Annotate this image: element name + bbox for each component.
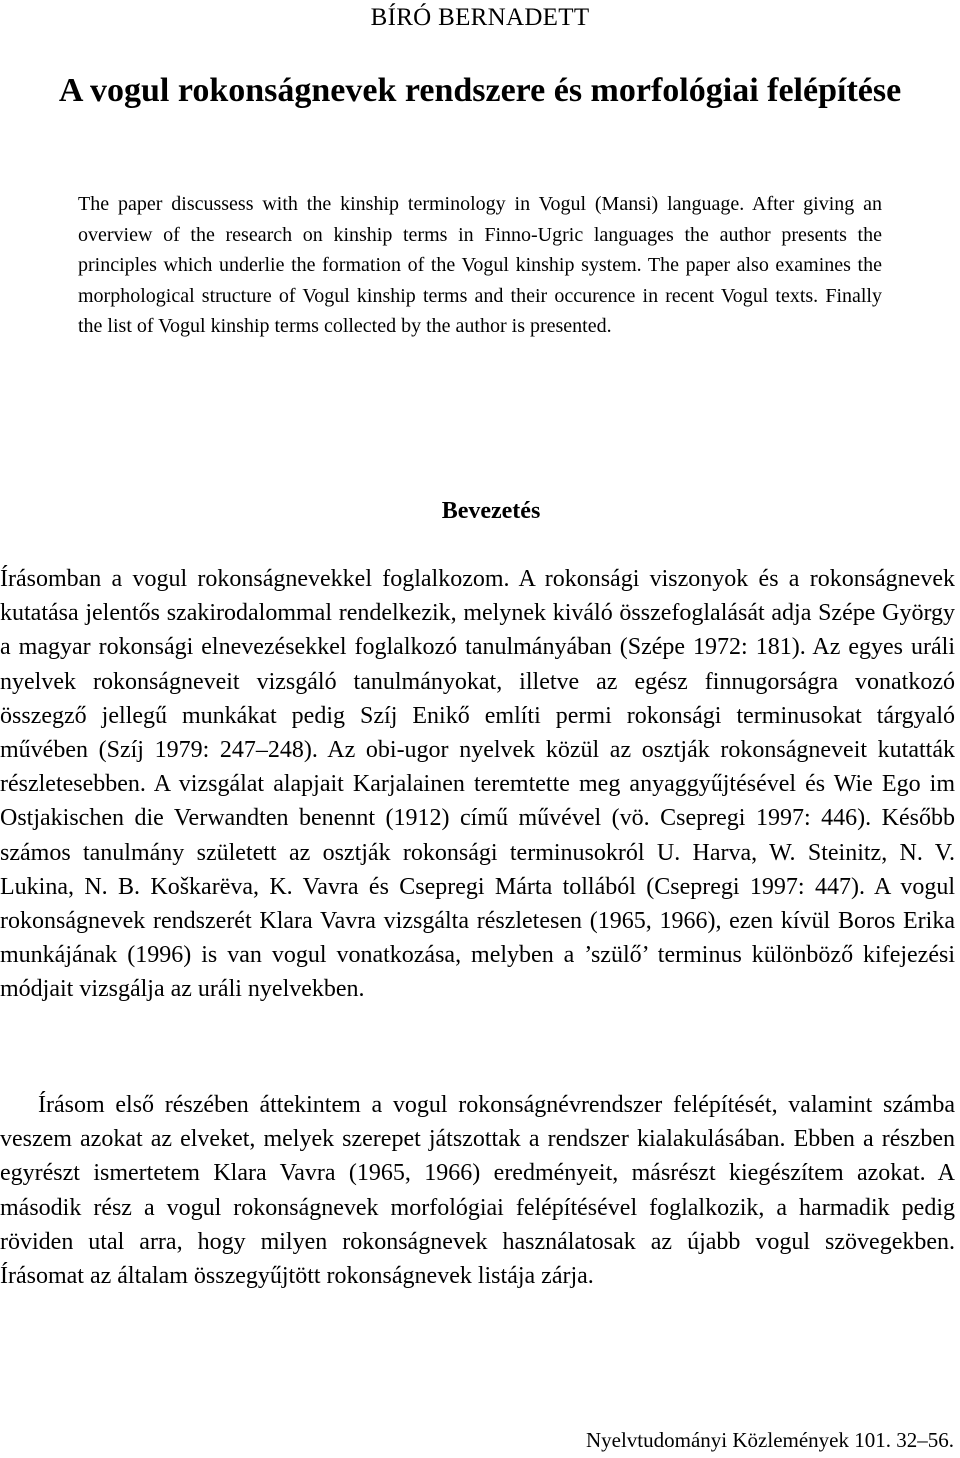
abstract-text: The paper discussess with the kinship terminology in Vogul (Mansi) language. After giving an overview of the research on kinship terms in Finno-Ugric languages the author presents the principles which underlie the formation of the Vogul kinship system. The paper also examines the morphological structure of Vogul kinship terms and their occurence in recent Vogul texts. Finally the list of Vogul kinship terms collected by the author is presented. (78, 193, 882, 337)
body-paragraph: Írásom első részében áttekintem a vogul rokonságnévrendszer felépítését, valamint számba veszem azokat az elveket, melyek szerepet játszottak a rendszer kialakulásában. Ebben a részben egyrészt ismertetem Klara Vavra (1965, 1966) eredményeit, másrészt kiegészítem azokat. A második rész a vogul rokonságnevek morfológiai felépítésével foglalkozik, a harmadik pedig röviden utal arra, hogy milyen rokonságnevek használatosak az újabb vogul szövegekben. Írásomat az általam összegyűjtött rokonságnevek listája zárja. (0, 1092, 955, 1290)
journal-citation: Nyelvtudományi Közlemények 101. 32–56. (585, 1428, 954, 1452)
paper-title: A vogul rokonságnevek rendszere és morfológiai felépítése (58, 72, 902, 109)
body-paragraph: Írásomban a vogul rokonságnevekkel foglalkozom. A rokonsági viszonyok és a rokonságnevek kutatása jelentős szakirodalommal rendelkezik, melynek kiváló összefoglalását adja Szépe György a magyar rokonsági elnevezésekkel foglalkozó tanulmányában (Szépe 1972: 181). Az egyes uráli nyelvek rokonságneveit vizsgáló tanulmányokat, illetve az egész finnugorságra vonatkozó összegző jellegű munkákat pedig Szíj Enikő említi permi rokonsági terminusokat tárgyaló művében (Szíj 1979: 247–248). Az obi-ugor nyelvek közül az osztják rokonságneveit kutatták részletesebben. A vizsgálat alapjait Karjalainen teremtette meg anyaggyűjtésével és Wie Ego im Ostjakischen die Verwandten benennt (1912) című művével (vö. Csepregi 1997: 446). Később számos tanulmány született az osztják rokonsági terminusokról U. Harva, W. Steinitz, N. V. Lukina, N. B. Koškarëva, K. Vavra és Csepregi Márta tollából (Csepregi 1997: 447). A vogul rokonságnevek rendszerét Klara Vavra vizsgálta részletesen (1965, 1966), ezen kívül Boros Erika munkájának (1996) is van vogul vonatkozása, melyben a ’szülő’ terminus különböző kifejezési módjait vizsgálja az uráli nyelvekben. (0, 566, 955, 1003)
author-name: BÍRÓ BERNADETT (370, 4, 590, 31)
section-heading: Bevezetés (441, 498, 541, 524)
